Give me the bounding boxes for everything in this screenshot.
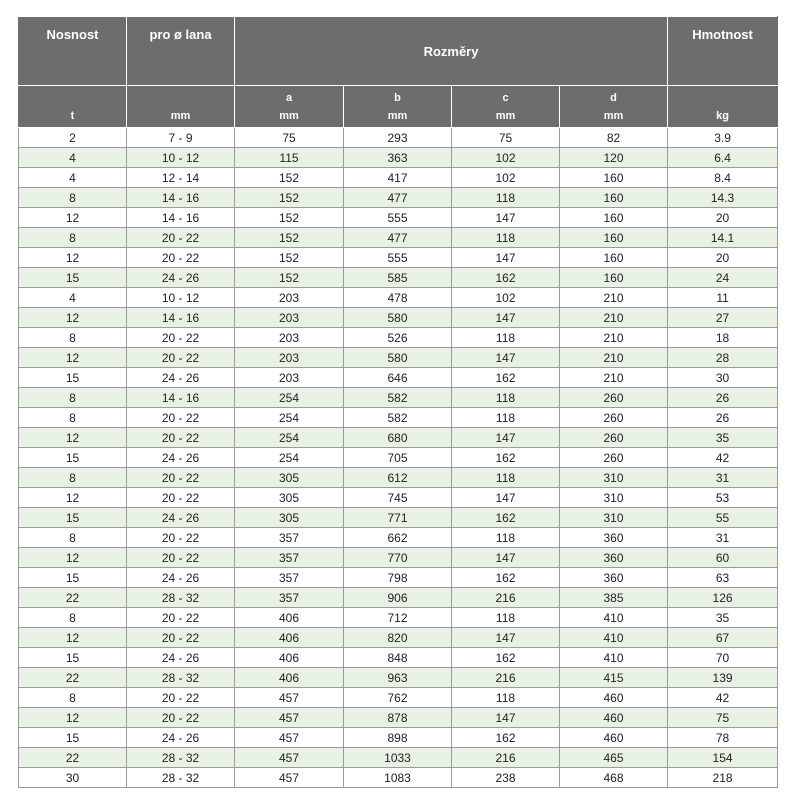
cell-c: 102 [452,168,560,188]
cell-hmotnost: 14.3 [668,188,778,208]
cell-a: 203 [235,308,344,328]
cell-nosnost: 8 [19,688,127,708]
cell-b: 417 [344,168,452,188]
table-row [19,568,778,588]
cell-b: 848 [344,648,452,668]
table-row [19,688,778,708]
cell-a: 305 [235,508,344,528]
cell-pro-lana: 28 - 32 [127,748,235,768]
label-b: b [394,92,401,104]
cell-b: 771 [344,508,452,528]
table-row [19,448,778,468]
cell-b: 712 [344,608,452,628]
table-row [19,728,778,748]
header-unit-kg [668,86,778,128]
cell-pro-lana: 14 - 16 [127,388,235,408]
cell-d: 210 [560,368,668,388]
unit-mm: mm [603,110,624,122]
cell-hmotnost: 26 [668,388,778,408]
table-row [19,588,778,608]
cell-hmotnost: 28 [668,348,778,368]
cell-a: 203 [235,328,344,348]
cell-nosnost: 8 [19,608,127,628]
cell-b: 293 [344,128,452,148]
cell-nosnost: 8 [19,328,127,348]
cell-d: 410 [560,608,668,628]
cell-d: 160 [560,168,668,188]
table-row [19,208,778,228]
cell-a: 357 [235,568,344,588]
cell-pro-lana: 10 - 12 [127,288,235,308]
table-row [19,248,778,268]
cell-nosnost: 22 [19,588,127,608]
cell-pro-lana: 24 - 26 [127,508,235,528]
cell-pro-lana: 14 - 16 [127,308,235,328]
cell-pro-lana: 20 - 22 [127,708,235,728]
label-a: a [285,92,293,104]
cell-hmotnost: 126 [668,588,778,608]
cell-c: 118 [452,408,560,428]
header-b [344,86,452,128]
cell-b: 580 [344,348,452,368]
cell-nosnost: 12 [19,348,127,368]
cell-hmotnost: 20 [668,248,778,268]
cell-c: 147 [452,348,560,368]
cell-c: 162 [452,728,560,748]
cell-hmotnost: 70 [668,648,778,668]
cell-d: 410 [560,648,668,668]
cell-nosnost: 12 [19,488,127,508]
header-d [560,86,668,128]
cell-a: 457 [235,768,344,788]
cell-b: 477 [344,228,452,248]
table-row [19,708,778,728]
table-body [19,128,778,788]
cell-c: 147 [452,208,560,228]
cell-a: 457 [235,728,344,748]
cell-d: 260 [560,448,668,468]
cell-b: 878 [344,708,452,728]
cell-a: 152 [235,188,344,208]
table-row [19,188,778,208]
cell-nosnost: 12 [19,548,127,568]
cell-d: 160 [560,208,668,228]
header-unit-mm-lana [127,86,235,128]
cell-d: 160 [560,188,668,208]
cell-a: 115 [235,148,344,168]
cell-c: 118 [452,228,560,248]
table-row [19,168,778,188]
cell-b: 680 [344,428,452,448]
cell-c: 102 [452,148,560,168]
cell-a: 305 [235,468,344,488]
cell-nosnost: 8 [19,528,127,548]
table-row [19,748,778,768]
header-pro-lana: pro ø lana [127,17,235,86]
cell-pro-lana: 20 - 22 [127,688,235,708]
cell-hmotnost: 75 [668,708,778,728]
cell-d: 385 [560,588,668,608]
cell-hmotnost: 63 [668,568,778,588]
table-row [19,388,778,408]
cell-c: 162 [452,448,560,468]
cell-d: 160 [560,248,668,268]
cell-nosnost: 15 [19,368,127,388]
table-row [19,368,778,388]
cell-nosnost: 2 [19,128,127,148]
cell-a: 406 [235,648,344,668]
header-nosnost: Nosnost [19,17,127,86]
cell-b: 612 [344,468,452,488]
cell-nosnost: 12 [19,208,127,228]
cell-c: 118 [452,328,560,348]
cell-nosnost: 15 [19,648,127,668]
cell-hmotnost: 55 [668,508,778,528]
table-row [19,288,778,308]
cell-d: 460 [560,708,668,728]
cell-hmotnost: 26 [668,408,778,428]
cell-b: 582 [344,388,452,408]
specification-table [18,16,778,788]
cell-d: 310 [560,468,668,488]
cell-nosnost: 4 [19,288,127,308]
header-c [452,86,560,128]
cell-c: 147 [452,308,560,328]
cell-pro-lana: 20 - 22 [127,548,235,568]
cell-hmotnost: 3.9 [668,128,778,148]
cell-b: 770 [344,548,452,568]
cell-a: 152 [235,268,344,288]
cell-pro-lana: 20 - 22 [127,608,235,628]
table-row [19,228,778,248]
cell-hmotnost: 139 [668,668,778,688]
cell-pro-lana: 20 - 22 [127,408,235,428]
cell-pro-lana: 7 - 9 [127,128,235,148]
cell-pro-lana: 24 - 26 [127,368,235,388]
cell-pro-lana: 28 - 32 [127,668,235,688]
cell-b: 477 [344,188,452,208]
cell-c: 118 [452,388,560,408]
unit-kg: kg [716,110,729,122]
table-row [19,348,778,368]
cell-b: 898 [344,728,452,748]
table-row [19,308,778,328]
cell-b: 1083 [344,768,452,788]
cell-hmotnost: 31 [668,468,778,488]
cell-d: 460 [560,688,668,708]
cell-c: 162 [452,368,560,388]
cell-nosnost: 15 [19,268,127,288]
cell-a: 457 [235,748,344,768]
cell-nosnost: 8 [19,388,127,408]
cell-d: 210 [560,288,668,308]
cell-b: 745 [344,488,452,508]
table-row [19,548,778,568]
cell-b: 585 [344,268,452,288]
cell-nosnost: 8 [19,408,127,428]
cell-pro-lana: 20 - 22 [127,328,235,348]
cell-b: 906 [344,588,452,608]
table-row [19,268,778,288]
cell-c: 118 [452,608,560,628]
cell-pro-lana: 20 - 22 [127,228,235,248]
table-row [19,768,778,788]
cell-b: 705 [344,448,452,468]
cell-hmotnost: 24 [668,268,778,288]
cell-d: 160 [560,268,668,288]
table-row [19,528,778,548]
cell-c: 118 [452,468,560,488]
cell-d: 160 [560,228,668,248]
cell-d: 310 [560,488,668,508]
cell-a: 152 [235,208,344,228]
unit-t: t [70,110,75,122]
table-row [19,508,778,528]
table-row [19,408,778,428]
cell-a: 457 [235,688,344,708]
cell-c: 147 [452,628,560,648]
cell-c: 147 [452,488,560,508]
cell-nosnost: 15 [19,568,127,588]
cell-c: 216 [452,668,560,688]
cell-b: 478 [344,288,452,308]
table-header [19,17,778,128]
cell-a: 457 [235,708,344,728]
table-row [19,488,778,508]
cell-a: 203 [235,288,344,308]
cell-d: 360 [560,528,668,548]
cell-nosnost: 12 [19,708,127,728]
cell-a: 75 [235,128,344,148]
cell-d: 260 [560,428,668,448]
cell-nosnost: 15 [19,728,127,748]
cell-nosnost: 12 [19,428,127,448]
cell-a: 254 [235,448,344,468]
cell-nosnost: 8 [19,468,127,488]
cell-a: 152 [235,228,344,248]
cell-nosnost: 4 [19,148,127,168]
cell-b: 820 [344,628,452,648]
cell-d: 465 [560,748,668,768]
cell-c: 162 [452,268,560,288]
cell-nosnost: 30 [19,768,127,788]
cell-c: 118 [452,688,560,708]
cell-pro-lana: 14 - 16 [127,188,235,208]
cell-d: 460 [560,728,668,748]
cell-d: 360 [560,548,668,568]
cell-pro-lana: 20 - 22 [127,528,235,548]
cell-c: 118 [452,188,560,208]
cell-hmotnost: 14.1 [668,228,778,248]
cell-c: 238 [452,768,560,788]
cell-b: 762 [344,688,452,708]
cell-pro-lana: 20 - 22 [127,488,235,508]
cell-hmotnost: 6.4 [668,148,778,168]
cell-c: 75 [452,128,560,148]
cell-pro-lana: 20 - 22 [127,468,235,488]
unit-mm: mm [387,110,408,122]
cell-nosnost: 12 [19,628,127,648]
cell-a: 406 [235,668,344,688]
cell-b: 555 [344,248,452,268]
cell-nosnost: 15 [19,448,127,468]
cell-a: 305 [235,488,344,508]
cell-c: 147 [452,428,560,448]
cell-c: 216 [452,748,560,768]
cell-a: 406 [235,608,344,628]
cell-pro-lana: 24 - 26 [127,648,235,668]
cell-hmotnost: 30 [668,368,778,388]
cell-nosnost: 12 [19,308,127,328]
cell-b: 580 [344,308,452,328]
table-row [19,468,778,488]
cell-nosnost: 8 [19,228,127,248]
cell-nosnost: 4 [19,168,127,188]
header-row-titles [19,17,778,86]
cell-d: 120 [560,148,668,168]
table-row [19,668,778,688]
table-row [19,608,778,628]
cell-nosnost: 22 [19,748,127,768]
cell-c: 102 [452,288,560,308]
cell-a: 357 [235,588,344,608]
cell-hmotnost: 35 [668,608,778,628]
cell-hmotnost: 42 [668,448,778,468]
cell-a: 203 [235,348,344,368]
header-unit-t [19,86,127,128]
unit-mm: mm [170,110,191,122]
cell-d: 210 [560,348,668,368]
cell-hmotnost: 154 [668,748,778,768]
header-hmotnost: Hmotnost [668,17,778,86]
cell-pro-lana: 20 - 22 [127,628,235,648]
unit-mm: mm [279,110,299,122]
cell-c: 162 [452,648,560,668]
cell-pro-lana: 20 - 22 [127,348,235,368]
cell-nosnost: 22 [19,668,127,688]
cell-d: 210 [560,308,668,328]
table-row [19,428,778,448]
cell-hmotnost: 27 [668,308,778,328]
cell-pro-lana: 20 - 22 [127,428,235,448]
cell-hmotnost: 53 [668,488,778,508]
cell-a: 357 [235,528,344,548]
cell-pro-lana: 28 - 32 [127,588,235,608]
cell-hmotnost: 60 [668,548,778,568]
cell-a: 203 [235,368,344,388]
cell-c: 118 [452,528,560,548]
cell-a: 357 [235,548,344,568]
cell-nosnost: 12 [19,248,127,268]
cell-a: 406 [235,628,344,648]
cell-hmotnost: 20 [668,208,778,228]
cell-b: 798 [344,568,452,588]
cell-hmotnost: 67 [668,628,778,648]
label-d: d [610,92,617,104]
cell-d: 310 [560,508,668,528]
cell-pro-lana: 28 - 32 [127,768,235,788]
cell-d: 468 [560,768,668,788]
cell-b: 662 [344,528,452,548]
cell-d: 210 [560,328,668,348]
cell-c: 216 [452,588,560,608]
table-row [19,148,778,168]
unit-mm: mm [495,110,516,122]
header-a [235,86,344,128]
cell-pro-lana: 24 - 26 [127,568,235,588]
cell-nosnost: 15 [19,508,127,528]
table-row [19,128,778,148]
cell-pro-lana: 14 - 16 [127,208,235,228]
cell-c: 147 [452,248,560,268]
table-row [19,328,778,348]
cell-d: 410 [560,628,668,648]
table-row [19,628,778,648]
cell-pro-lana: 24 - 26 [127,268,235,288]
cell-hmotnost: 35 [668,428,778,448]
cell-b: 582 [344,408,452,428]
cell-hmotnost: 8.4 [668,168,778,188]
cell-d: 260 [560,408,668,428]
cell-d: 82 [560,128,668,148]
cell-b: 555 [344,208,452,228]
cell-hmotnost: 11 [668,288,778,308]
label-c: c [502,92,509,104]
cell-c: 147 [452,548,560,568]
cell-nosnost: 8 [19,188,127,208]
cell-b: 363 [344,148,452,168]
cell-hmotnost: 78 [668,728,778,748]
cell-hmotnost: 31 [668,528,778,548]
header-rozmery: Rozměry [235,17,668,86]
header-row-units [19,86,778,128]
cell-a: 152 [235,168,344,188]
cell-pro-lana: 10 - 12 [127,148,235,168]
cell-pro-lana: 12 - 14 [127,168,235,188]
cell-c: 147 [452,708,560,728]
cell-pro-lana: 24 - 26 [127,448,235,468]
cell-d: 415 [560,668,668,688]
cell-hmotnost: 218 [668,768,778,788]
cell-a: 254 [235,408,344,428]
cell-pro-lana: 24 - 26 [127,728,235,748]
cell-c: 162 [452,568,560,588]
cell-hmotnost: 42 [668,688,778,708]
cell-a: 152 [235,248,344,268]
cell-b: 526 [344,328,452,348]
cell-d: 260 [560,388,668,408]
cell-b: 646 [344,368,452,388]
cell-hmotnost: 18 [668,328,778,348]
table-row [19,648,778,668]
cell-d: 360 [560,568,668,588]
cell-a: 254 [235,428,344,448]
cell-c: 162 [452,508,560,528]
cell-b: 1033 [344,748,452,768]
cell-pro-lana: 20 - 22 [127,248,235,268]
cell-b: 963 [344,668,452,688]
cell-a: 254 [235,388,344,408]
